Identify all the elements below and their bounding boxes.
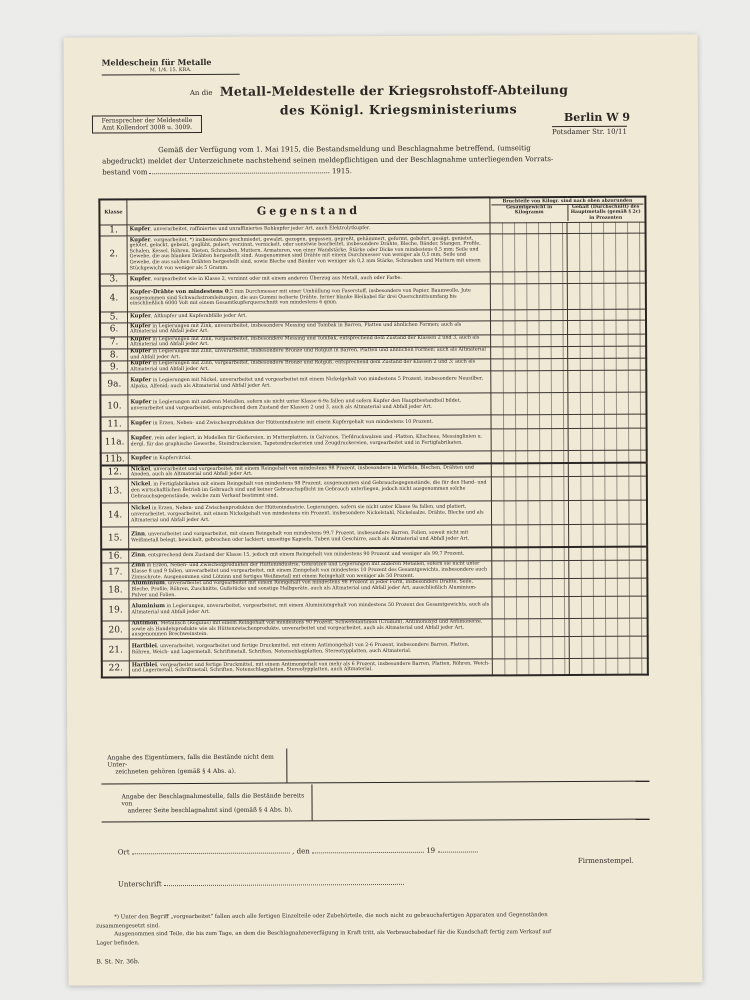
gegenstand-cell: Kupfer in Legierungen mit Zink, unverarbeitet, insbesondere Messing und Tombak in Barren, Platten und ähnlichen Formen; auch als Altmaterial und Abfall jeder Art. — [128, 321, 491, 337]
klasse-cell: 7. — [100, 337, 128, 349]
material-keyword: Kupfer — [130, 348, 152, 355]
material-keyword: Kupfer — [130, 377, 152, 384]
gegenstand-cell: Kupfer, Altkupfer und Kupferabfälle jeder Art. — [127, 310, 490, 323]
gesamtgewicht-field[interactable] — [490, 233, 568, 271]
gesamtgewicht-field[interactable] — [490, 283, 568, 309]
intro-line-3 — [102, 165, 648, 179]
table-row — [101, 428, 647, 453]
gehalt-field[interactable] — [568, 233, 646, 271]
gehalt-field[interactable] — [568, 309, 646, 320]
klasse-cell: 11b. — [101, 453, 129, 465]
table-row — [101, 596, 647, 621]
gegenstand-cell: Kupfer-Drähte von mindestens 0,5 mm Durchmesser mit einer Umhüllung von Faserstoff, insbesondere von Papier, Baumwolle, Jute ausgenommen sind Schwachstromleitungen, die aus Gummi isolierte Drähte, ferner blanke Bleikabel für drei Querschnittsumfang bis einschließlich 6000 Volt mit einem Gesamtkupferquerschnitt von mindestens 6 qmm. — [127, 284, 490, 312]
gegenstand-cell: Zinn, entsprechend dem Zustand der Klasse 15, jedoch mit einem Reingehalt von mindestens 90 Prozent und weniger als 99,7 Prozent. — [129, 547, 492, 563]
eigentuemer-line-1: Angabe des Eigentümers, falls die Bestände nicht dem Unter- — [107, 753, 274, 769]
beschlag-line-1: Angabe der Beschlagnahmestelle, falls die Bestände bereits von — [121, 792, 305, 808]
klasse-cell: 11. — [101, 417, 129, 431]
ort-label: Ort — [117, 848, 130, 857]
gegenstand-cell: Kupfer, vorgearbeitet, *) insbesondere geschmiedet, gewalzt, gezogen, gegossen, gepreßt, gehämmert, geformt, gebohrt, gesägt, genietet, gelötet, gelackt, gebeizt, geglüht, poliert, verzinnt, vernickelt, oder sonstwie bearbeitet, insbesondere Drähte, Bleche, Bänder, Stangen, Profile, Schalen, Kessel, Röhren, Nieten, Schrauben, Muttern, Armaturen, von einer Wandstärke, Stärke oder Dicke von mindestens 0,5 mm; Seile und Gewebe, die aus blanken Drähten hergestellt sind. Ausgenommen sind Drähte mit einem Durchmesser von weniger als 0,5 mm, Seile und Gewebe, die aus solchen Drähten hergestellt sind, sowie Bleche und Bänder von weniger als 0,2 mm Stärke, Schrauben und Muttern mit einem Stückgewicht von weniger als 5 Gramm. — [127, 234, 490, 274]
material-keyword: Nickel — [130, 505, 151, 512]
gesamtgewicht-field[interactable] — [491, 320, 569, 334]
gegenstand-cell: Nickel, unverarbeitet und vorgearbeitet, mit einem Reingehalt von mindestens 98 Prozent, insbesondere in Würfeln, Blechen, Drähten und Anoden, auch als Altmaterial und Abfall jeder Art. — [128, 463, 491, 479]
eigentuemer-line-2: zeichneten gehören (gemäß § 4 Abs. a). — [115, 767, 236, 776]
gegenstand-cell: Kupfer in Erzen, Neben- und Zwischenprodukten der Hüttenindustrie mit einem Kupfergehalt von mindestens 10 Prozent. — [128, 415, 491, 431]
gegenstand-cell: Hartblei, unverarbeitet, vorgearbeitet und fertige Druckmittel, mit einem Antimongehalt von 2-6 Prozent, insbesondere Barren, Platten, Röhren, Weich- und Lagermetall, Schriftmetall, Schriften, Notenschlagplatten, Stereotypplatten, auch Altmaterial. — [129, 637, 492, 661]
material-keyword: Aluminium — [131, 580, 165, 587]
material-keyword: Kupfer — [129, 275, 151, 282]
col-bruchteile: Bruchteile von Kilogr. sind nach oben abzurunden — [491, 199, 643, 206]
intro-line-3-a: bestand vom — [102, 168, 148, 177]
eigentuemer-label-cell — [101, 749, 287, 784]
gegenstand-cell: Aluminium in Legierungen, unverarbeitet, vorgearbeitet, mit einem Aluminiumgehalt von mindestens 50 Prozent des Gesamtgewichts, auch als Altmaterial und Abfall jeder Art. — [129, 597, 492, 621]
gegenstand-cell: Nickel in Erzen, Neben- und Zwischenprodukten der Hüttenindustrie, Legierungen, sofern sie nicht unter Klasse 9a fallen, und platiert, unverarbeitet, vorgearbeitet, mit einem Nickelgehalt von mindestens ein Prozent, insbesondere Nickelstahl, Nickelsalze, Drähte, Bleche und als Altmaterial und Abfall jeder Art. — [128, 501, 491, 527]
gesamtgewicht-field[interactable] — [491, 347, 569, 360]
unterschrift-label: Unterschrift — [117, 880, 162, 889]
beschlag-line-2: anderer Seite beschlagnahmt sind (gemäß § 4 Abs. b). — [127, 806, 293, 815]
footnote-line-3: Ausgenommen sind Teile, die bis zum Tage, an dem die Beschlagnahmeverfügung in Kraft tritt, als Verbrauchsbedarf für die Kundschaft fertig zum Verkauf auf — [114, 929, 552, 938]
klasse-cell: 5. — [100, 312, 128, 323]
den-label: , den — [292, 847, 310, 856]
gegenstand-cell: Kupfer in Legierungen mit Zinn, unverarbeitet, insbesondere Bronze und Rotguß in Barren, Platten und ähnlichen Formen; auch als Altmaterial und Abfall jeder Art. — [128, 347, 491, 361]
klasse-cell: 3. — [100, 274, 128, 286]
klasse-cell: 14. — [101, 503, 129, 527]
gesamtgewicht-field[interactable] — [491, 451, 569, 463]
table-row — [100, 392, 646, 417]
footnote-line-2: zusammengesetzt sind. — [96, 922, 160, 930]
klasse-cell: 9. — [100, 361, 128, 373]
gehalt-field[interactable] — [568, 370, 646, 392]
meldeschein-title: Meldeschein für Metalle — [101, 56, 212, 68]
table-row — [102, 636, 648, 661]
gesamtgewicht-field[interactable] — [492, 659, 570, 675]
klasse-cell: 15. — [101, 527, 129, 549]
klasse-cell: 21. — [102, 639, 130, 661]
material-keyword: Kupfer — [130, 435, 152, 442]
phone-line-1: Fernsprecher der Meldestelle — [101, 116, 193, 125]
material-keyword: Kupfer — [129, 226, 151, 233]
gehalt-field[interactable] — [569, 546, 647, 560]
klasse-cell: 9a. — [100, 373, 128, 395]
material-keyword: Kupfer-Drähte von mindestens 0 — [129, 288, 229, 296]
gesamtgewicht-field[interactable] — [491, 393, 569, 415]
material-keyword: Hartblei — [131, 661, 158, 669]
phone-line-2: Amt Kollendorf 3008 u. 3009. — [101, 123, 193, 132]
gegenstand-cell: Aluminium, unverarbeitet und vorgearbeitet mit einem Reingehalt von mindestens 98 Prozent in jeder Form, insbesondere Drähte, Seile, Bleche, Profile, Röhren, Zuschnitte, Gußstücke und sonstige Halbgeräte, auch als Altmaterial und Abfall jeder Art, ausschließlich Aluminium-Pulver und Folien. — [129, 579, 492, 599]
gehalt-field[interactable] — [569, 578, 647, 596]
klasse-cell: 19. — [101, 599, 129, 621]
klasse-cell: 22. — [102, 661, 130, 677]
footnote — [96, 910, 686, 947]
gegenstand-cell: Kupfer in Legierungen mit Nickel, unverarbeitet und vorgearbeitet mit einem Nickelgehalt von mindestens 5 Prozent, insbesondere Neusilber, Alpaka, Alfenid; auch als Altmaterial und Abfall jeder Art. — [128, 371, 491, 395]
intro-line-2: abgedruckt) meldet der Unterzeichnete nachstehend seinen meldepflichtigen und der Beschlagnahme unterliegenden Vorrats- — [102, 155, 554, 166]
gehalt-field[interactable] — [568, 334, 646, 347]
gehalt-field[interactable] — [567, 222, 645, 233]
table-header-row — [99, 197, 645, 225]
form-code: B. St. Nr. 36b. — [96, 958, 140, 966]
form-sheet — [64, 34, 703, 985]
gesamtgewicht-field[interactable] — [492, 561, 570, 579]
material-keyword: Antimon — [131, 620, 158, 627]
gehalt-field[interactable] — [568, 392, 646, 414]
col-gehalt: Gehalt (Durchschnitt) des Hauptmetalls (gemäß § 2c) in Prozenten — [570, 204, 641, 221]
col-klasse: Klasse — [99, 199, 127, 224]
gegenstand-cell: Hartblei, vorgearbeitet und fertige Druckmittel, mit einem Antimongehalt von mehr als 6 Prozent, insbesondere Barren, Platten, Röhren, Weich- und Lagermetall, Schriftmetall, Schriften, Notenschlagplatten, Stereotypplatten, auch Altmaterial. — [129, 659, 492, 677]
material-keyword: Hartblei — [131, 643, 157, 650]
klasse-cell: 18. — [101, 581, 129, 599]
gesamtgewicht-field[interactable] — [491, 463, 569, 477]
klasse-cell: 4. — [100, 286, 128, 312]
ort-field[interactable] — [132, 852, 290, 854]
gehalt-field[interactable] — [569, 462, 647, 476]
gegenstand-cell: Kupfer in Kupfervitriol. — [128, 451, 491, 465]
gehalt-field[interactable] — [569, 500, 647, 524]
material-keyword: Nickel — [130, 465, 151, 472]
title-line-2: des Königl. Kriegsministeriums — [279, 101, 518, 118]
meldeschein-code: M. 1/4. 15. KRA. — [149, 66, 192, 74]
unterschrift-field[interactable] — [164, 884, 404, 886]
year-label: 19 — [426, 846, 436, 855]
material-keyword: Kupfer — [130, 455, 152, 462]
gesamtgewicht-field[interactable] — [491, 359, 569, 372]
inventory-table — [98, 196, 649, 679]
gegenstand-cell: Kupfer in Legierungen mit anderen Metallen, sofern sie nicht unter Klasse 6-9a fallen und sofern Kupfer den Hauptbestandteil bildet, unverarbeitet und vorgearbeitet, entsprechend dem Zustand der Klassen 2 und 3, auch als Altmaterial und Abfall jeder Art. — [128, 393, 491, 417]
phone-box — [92, 115, 202, 134]
material-keyword: Kupfer — [130, 336, 151, 343]
gegenstand-cell: Zinn, unverarbeitet und vorgearbeitet, mit einem Reingehalt von mindestens 99,7 Prozent, insbesondere Barren, Folien, soweit nicht mit Weißmetall belegt, bewickelt, gebrochen oder lackiert; umseitige Kapseln, Tuben und Geschirre, auch als Altmaterial und Abfall jeder Art. — [129, 525, 492, 549]
gehalt-field[interactable] — [569, 428, 647, 450]
table-row — [101, 500, 647, 527]
gehalt-field[interactable] — [569, 596, 647, 618]
col-gesamt: Gesamtgewicht in Kilogramm — [491, 205, 568, 221]
gehalt-field[interactable] — [570, 618, 648, 636]
gesamtgewicht-field[interactable] — [491, 334, 569, 347]
gesamtgewicht-field[interactable] — [492, 619, 570, 637]
material-keyword: Zinn — [131, 562, 146, 569]
footnote-line-1: *) Unter den Begriff „vorgearbeitet“ fallen auch alle fertigen Einzelteile oder Zubehörteile, die noch nicht zu gebrauchsfertigen Apparaten und Gegenständen — [114, 912, 548, 921]
col-gegenstand: Gegenstand — [127, 197, 490, 224]
table-row — [100, 283, 646, 312]
meldeschein-header — [102, 57, 240, 76]
klasse-cell: 20. — [102, 621, 130, 639]
beschlag-box — [101, 783, 649, 823]
beschlag-field[interactable] — [312, 783, 649, 821]
gehalt-field[interactable] — [570, 636, 648, 658]
firmenstempel-label: Firmenstempel. — [577, 856, 634, 865]
klasse-cell: 2. — [100, 236, 128, 274]
gehalt-field[interactable] — [569, 450, 647, 462]
gesamtgewicht-field[interactable] — [492, 547, 570, 561]
gesamtgewicht-field[interactable] — [490, 222, 568, 233]
material-keyword: Kupfer — [130, 420, 152, 427]
gehalt-field[interactable] — [568, 283, 646, 309]
intro-line-3-b: 1915. — [331, 167, 352, 176]
col-bruchteile-group — [490, 197, 646, 223]
klasse-cell: 8. — [100, 349, 128, 361]
gesamtgewicht-field[interactable] — [491, 371, 569, 393]
gegenstand-cell: Zinn in Erzen, Neben- und Zwischenprodukten der Hüttenindustrie, Gekrätzen und Legierungen mit anderen Metallen, sofern sie nicht unter Klasse 8 und 9 fallen, unverarbeitet und vorgearbeitet, mit einem Zinngehalt von mindestens 10 Prozent des Gesamtgewichts, insbesondere auch Zinnschrote. Ausgenommen sind Lötzinn und fertiges Weißmetall mit einem Reingehalt von weniger als 50 Prozent. — [129, 561, 492, 581]
material-keyword: Nickel — [130, 481, 151, 488]
klasse-cell: 13. — [101, 479, 129, 503]
klasse-cell: 12. — [101, 465, 129, 479]
gehalt-field[interactable] — [568, 271, 646, 283]
gesamtgewicht-field[interactable] — [491, 501, 569, 525]
beschlag-label-cell — [101, 784, 312, 821]
table-body — [100, 222, 648, 677]
city-label: Berlin W 9 — [563, 110, 631, 125]
gesamtgewicht-field[interactable] — [491, 477, 569, 501]
gehalt-field[interactable] — [569, 476, 647, 500]
unterschrift-line — [118, 879, 404, 888]
gesamtgewicht-field[interactable] — [490, 271, 568, 283]
intro-text — [102, 143, 648, 179]
gehalt-field[interactable] — [569, 524, 647, 546]
address-label: Potsdamer Str. 10/11 — [552, 127, 627, 137]
material-keyword: Aluminium — [131, 603, 166, 610]
gesamtgewicht-field[interactable] — [490, 309, 568, 320]
table-row — [102, 658, 648, 677]
ort-line — [118, 846, 618, 857]
table-row — [101, 476, 647, 503]
klasse-cell: 6. — [100, 323, 128, 337]
table-row — [100, 233, 646, 274]
gegenstand-cell: Kupfer, unverarbeitet, raffiniertes und unraffiniertes Rohkupfer jeder Art, auch Elektrolytkupfer. — [127, 223, 490, 236]
klasse-cell: 1. — [100, 225, 128, 236]
gesamtgewicht-field[interactable] — [492, 579, 570, 597]
date-blank[interactable] — [150, 172, 330, 174]
gegenstand-cell: Antimon, Metallisch (Regulus) mit einem Reingehalt von mindestens 90 Prozent, Schwefelantimon (Crudum), Antimonoxyd und Antimonerze, sowie als Handelsprodukte wie als Hüttenzwischenprodukte, unverarbeitet und vorgearbeitet, auch als Altmaterial und Abfall jeder Art, ausgenommen Brechweinstein. — [129, 619, 492, 639]
gesamtgewicht-field[interactable] — [492, 637, 570, 659]
klasse-cell: 10. — [100, 395, 128, 417]
klasse-cell: 16. — [101, 549, 129, 563]
footnote-line-4: Lager befinden. — [96, 939, 140, 947]
gegenstand-cell: Kupfer, vorgearbeitet wie in Klasse 2, verzinnt oder mit einem anderen Überzug aus Metall, auch oder Farbe. — [127, 272, 490, 286]
gegenstand-cell: Kupfer in Legierungen mit Zink, vorgearbeitet, insbesondere Messing und Tombak, entsprechend dem Zustand der Klassen 2 und 3, auch als Altmaterial und Abfall jeder Art. — [128, 335, 491, 349]
date-field[interactable] — [312, 852, 424, 854]
gehalt-field[interactable] — [568, 414, 646, 428]
material-keyword: Kupfer — [129, 313, 151, 320]
table-row — [101, 524, 647, 549]
material-keyword: Kupfer — [130, 399, 152, 406]
klasse-cell: 17. — [101, 563, 129, 581]
gesamtgewicht-field[interactable] — [492, 597, 570, 619]
eigentuemer-field[interactable] — [287, 747, 649, 783]
klasse-cell: 11a. — [101, 431, 129, 453]
title-line-1: Metall-Meldestelle der Kriegsrohstoff-Abteilung — [219, 82, 569, 99]
material-keyword: Kupfer — [130, 360, 152, 367]
year-field[interactable] — [437, 852, 477, 853]
gehalt-field[interactable] — [569, 560, 647, 578]
gesamtgewicht-field[interactable] — [491, 415, 569, 429]
gehalt-field[interactable] — [568, 320, 646, 334]
table-row — [100, 370, 646, 395]
col-subheads — [491, 205, 643, 221]
material-keyword: Kupfer — [129, 236, 151, 243]
gehalt-field[interactable] — [568, 346, 646, 359]
intro-line-1: Gemäß der Verfügung vom 1. Mai 1915, die Bestandsmeldung und Beschlagnahme betreffend, (umseitig — [158, 144, 531, 155]
an-die-label: An die — [189, 88, 213, 98]
material-keyword: Zinn — [131, 531, 145, 538]
gehalt-field[interactable] — [570, 658, 648, 674]
material-keyword: Kupfer — [130, 322, 151, 330]
gesamtgewicht-field[interactable] — [492, 525, 570, 547]
gegenstand-cell: Kupfer, rein oder legiert, in Modellen für Gießereien, in Mutterplatten, in Galvanos, Tiefdruckwalzen und -Platten, Klischees, Messinglinien u. dergl. für das graphische Gewerbe, Steindruckereien, Tapetendruckereien und Zeugdruckereien, vorgearbeitet und in Fertigfabrikaten. — [128, 429, 491, 453]
gehalt-field[interactable] — [568, 358, 646, 371]
material-keyword: Zinn — [131, 552, 146, 559]
gegenstand-cell: Nickel, in Fertigfabrikaten mit einem Reingehalt von mindestens 98 Prozent, ausgenommen sind Gebrauchsgegenstände, die für den Hand- und den wirtschaftlichen Betrieb im Gebrauch sind und keiner Gebrauchspflicht im Gebrauch unterliegen, jedoch nicht ausgenommen solche Gebrauchsgegenstände, welche zum Verkauf bestimmt sind. — [128, 477, 491, 503]
eigentuemer-box — [101, 747, 649, 785]
gegenstand-cell: Kupfer in Legierungen mit Zinn, vorgearbeitet, insbesondere Bronze und Rotguß, entsprechend dem Zustand der Klassen 2 und 3; auch als Altmaterial und Abfall jeder Art. — [128, 359, 491, 373]
gesamtgewicht-field[interactable] — [491, 429, 569, 451]
